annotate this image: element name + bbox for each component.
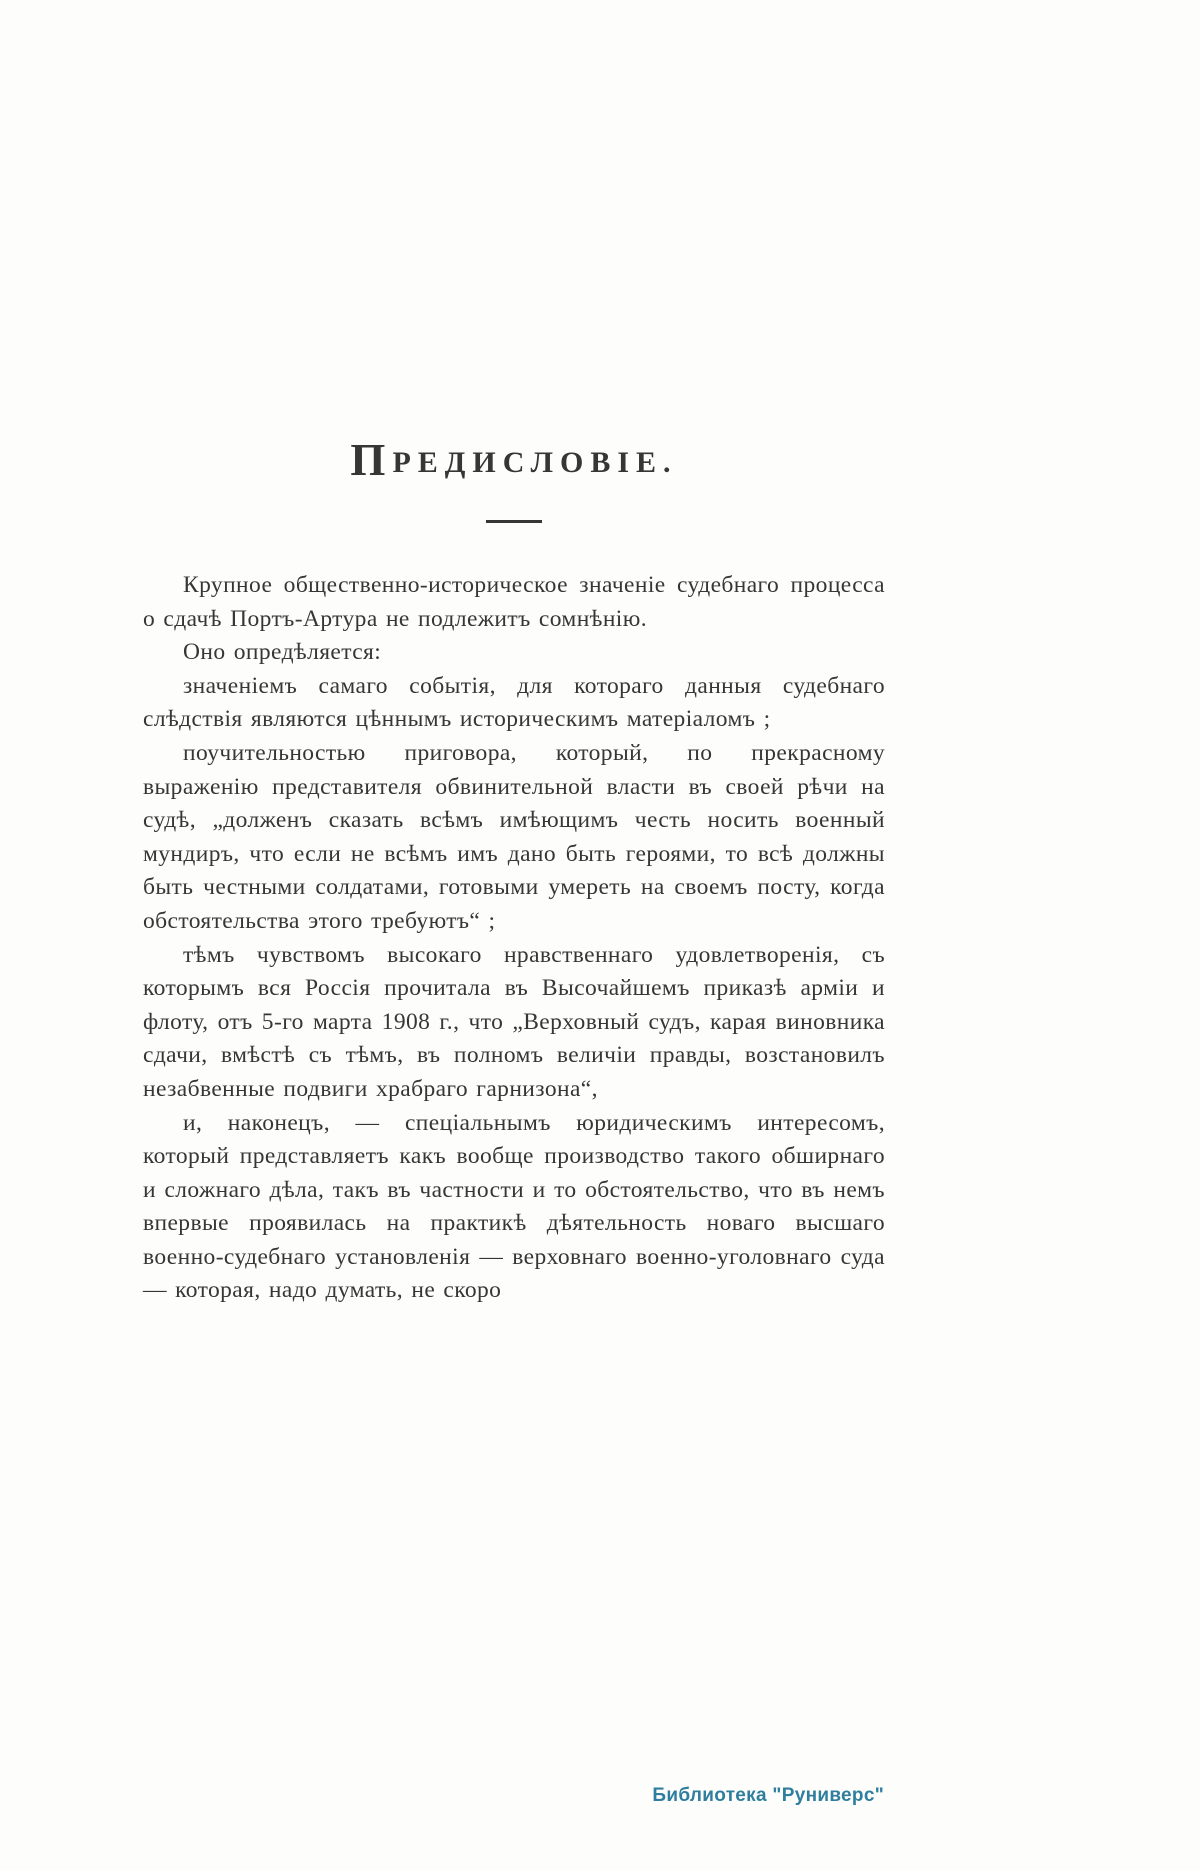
page-title — [143, 0, 885, 486]
page-title-rest: РЕДИСЛОВІЕ. — [392, 446, 678, 479]
title-divider-rule — [486, 520, 542, 523]
page-title-initial: П — [350, 435, 393, 485]
text-block — [143, 569, 885, 1308]
paragraph: тѣмъ чувствомъ высокаго нравственнаго удовлетворенія, съ которымъ вся Россія прочитала въ Высочайшемъ приказѣ арміи и флоту, отъ 5-го марта 1908 г., что „Верховный судъ, карая виновника сдачи, вмѣстѣ съ тѣмъ, въ полномъ величіи правды, возстановилъ незабвенные подвиги храбраго гарнизона“, — [143, 941, 885, 1102]
paragraph: Оно опредѣляется: — [183, 639, 382, 666]
library-watermark: Библиотека "Руниверс" — [652, 1785, 884, 1806]
paragraph: значеніемъ самаго событія, для котораго данныя судебнаго слѣдствія являются цѣннымъ историческимъ матеріаломъ ; — [143, 672, 885, 733]
paragraph: поучительностью приговора, который, по прекрасному выраженію представителя обвинительной власти въ своей рѣчи на судѣ, „долженъ сказать всѣмъ имѣющимъ честь носить военный мундиръ, что если не всѣмъ имъ дано быть героями, то всѣ должны быть честными солдатами, готовыми умереть на своемъ посту, когда обстоятельства этого требуютъ“ ; — [143, 739, 885, 934]
paragraph: и, наконецъ, — спеціальнымъ юридическимъ интересомъ, который представляетъ какъ вообще производство такого обширнаго и сложнаго дѣла, такъ въ частности и то обстоятельство, что въ немъ впервые проявилась на практикѣ дѣятельность новаго высшаго военно-судебнаго установленія — верховнаго военно-уголовнаго суда — которая, надо думать, не скоро — [143, 1109, 885, 1304]
text-column — [143, 0, 885, 1308]
paragraph: Крупное общественно-историческое значеніе судебнаго процесса о сдачѣ Портъ-Артура не подлежитъ сомнѣнію. — [143, 572, 885, 632]
